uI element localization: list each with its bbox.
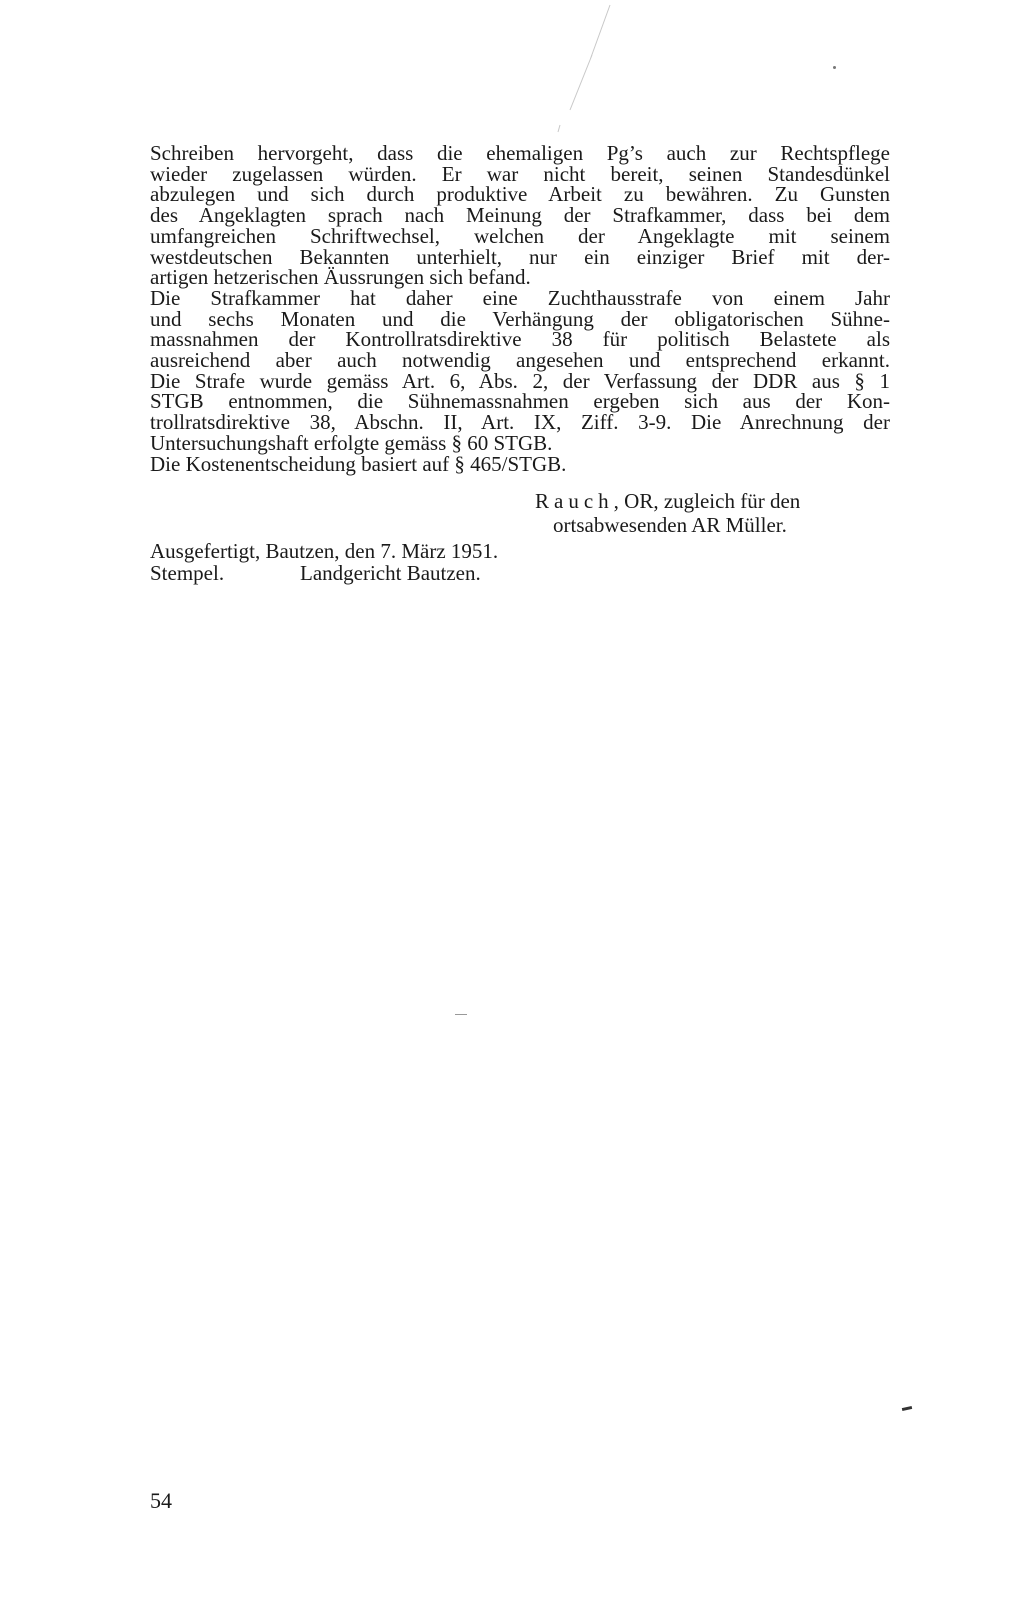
signature-line: ortsabwesenden AR Müller. [553, 513, 787, 537]
signature-line [535, 489, 800, 513]
scan-dust-mark [455, 1014, 467, 1015]
scan-scratch-mark [530, 0, 640, 140]
court-name: Landgericht Bautzen. [300, 561, 481, 585]
stamp-line [150, 562, 498, 584]
text-line: Untersuchungshaft erfolgte gemäss § 60 STGB. [150, 430, 553, 455]
text-line: trollratsdirektive 38, Abschn. II, Art. IX, Ziff. 3-9. Die Anrechnung der [150, 410, 890, 435]
stamp-label: Stempel. [150, 561, 225, 585]
text-line: STGB entnommen, die Sühnemassnahmen ergeben sich aus der Kon- [150, 389, 890, 414]
text-line: und sechs Monaten und die Verhängung der obligatorischen Sühne- [150, 306, 890, 331]
text-line: westdeutschen Bekannten unterhielt, nur ein einziger Brief mit der- [150, 244, 890, 269]
text-line: Die Strafkammer hat daher eine Zuchthausstrafe von einem Jahr [150, 285, 890, 310]
text-line: des Angeklagten sprach nach Meinung der Strafkammer, dass bei dem [150, 203, 890, 228]
signatory-name: Rauch [535, 489, 614, 513]
text-line: Die Kostenentscheidung basiert auf § 465/STGB. [150, 451, 567, 476]
scan-dust-mark [833, 66, 836, 69]
signature-block [535, 489, 800, 537]
text-line: massnahmen der Kontrollratsdirektive 38 für politisch Belastete als [150, 327, 890, 352]
signatory-title: , OR, zugleich für den [613, 489, 801, 513]
issuance-date-line: Ausgefertigt, Bautzen, den 7. März 1951. [150, 539, 499, 563]
text-line: abzulegen und sich durch produktive Arbeit zu bewähren. Zu Gunsten [150, 182, 890, 207]
issuance-block [150, 540, 498, 584]
text-line: Schreiben hervorgeht, dass die ehemaligen Pg’s auch zur Rechtspflege [150, 141, 890, 165]
text-line: ausreichend aber auch notwendig angesehen und entsprechend erkannt. [150, 348, 890, 373]
text-line: umfangreichen Schriftwechsel, welchen der Angeklagte mit seinem [150, 223, 890, 248]
text-line: wieder zugelassen würden. Er war nicht bereit, seinen Standesdünkel [150, 161, 890, 186]
text-line: artigen hetzerischen Äussrungen sich befand. [150, 265, 531, 290]
scan-dust-mark [902, 1406, 912, 1411]
body-paragraph [150, 143, 890, 474]
page-number: 54 [150, 1488, 172, 1513]
text-line: Die Strafe wurde gemäss Art. 6, Abs. 2, der Verfassung der DDR aus § 1 [150, 368, 890, 393]
